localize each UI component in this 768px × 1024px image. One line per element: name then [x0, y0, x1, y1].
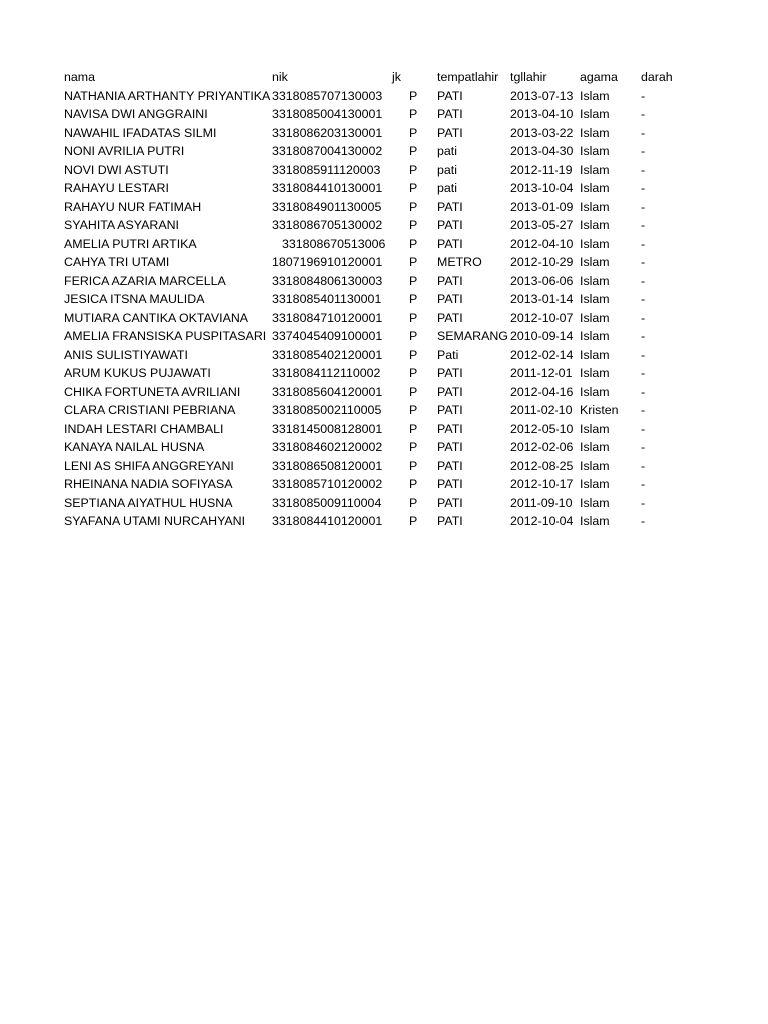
cell-tgllahir: 2012-11-19 [510, 162, 573, 177]
cell-nik: 3318086705130002 [272, 218, 383, 232]
cell-jk: P [409, 181, 418, 195]
cell-jk: P [409, 88, 418, 103]
cell-nik: 3318085402120001 [272, 347, 383, 362]
cell-agama: Islam [580, 477, 610, 491]
cell-agama: Islam [580, 421, 610, 436]
cell-nik: 3318085707130003 [272, 88, 383, 103]
cell-nik: 1807196910120001 [272, 255, 383, 269]
cell-tgllahir: 2013-01-14 [510, 292, 574, 306]
table-row [64, 457, 701, 476]
cell-tgllahir: 2012-05-10 [510, 421, 574, 436]
cell-agama: Islam [580, 495, 610, 510]
table-row [64, 142, 701, 161]
cell-nama: SYAHITA ASYARANI [64, 218, 179, 232]
cell-agama: Islam [580, 218, 610, 232]
header-tgllahir: tgllahir [510, 70, 547, 84]
cell-nik: 331808670513006 [282, 236, 386, 251]
cell-nama: NONI AVRILIA PUTRI [64, 144, 185, 158]
table-row [64, 87, 701, 106]
cell-nik: 3318085710120002 [272, 477, 383, 491]
table-row [64, 420, 701, 439]
cell-jk: P [409, 440, 418, 454]
header-tempatlahir: tempatlahir [437, 70, 499, 84]
cell-darah: - [641, 403, 646, 417]
cell-agama: Islam [580, 107, 610, 121]
table-row [64, 105, 701, 124]
cell-tempatlahir: PATI [437, 366, 463, 380]
cell-jk: P [409, 255, 418, 269]
table-row [64, 346, 701, 365]
cell-darah: - [641, 384, 646, 399]
cell-nama: SEPTIANA AIYATHUL HUSNA [64, 495, 233, 510]
header-jk: jk [392, 70, 401, 84]
cell-agama: Islam [580, 440, 610, 454]
cell-tgllahir: 2013-10-04 [510, 181, 574, 195]
cell-tgllahir: 2013-06-06 [510, 273, 574, 288]
cell-darah: - [641, 347, 646, 362]
cell-nama: NOVI DWI ASTUTI [64, 162, 169, 177]
cell-tempatlahir: PATI [437, 440, 463, 454]
cell-tgllahir: 2012-04-10 [510, 236, 574, 251]
table-row [64, 290, 701, 309]
cell-tgllahir: 2013-04-30 [510, 144, 574, 158]
cell-nama: ARUM KUKUS PUJAWATI [64, 366, 211, 380]
cell-tempatlahir: PATI [437, 107, 463, 121]
cell-jk: P [409, 292, 418, 306]
cell-nama: CLARA CRISTIANI PEBRIANA [64, 403, 236, 417]
cell-tgllahir: 2012-02-06 [510, 440, 574, 454]
cell-darah: - [641, 107, 646, 121]
cell-nik: 3318084901130005 [272, 199, 382, 214]
cell-agama: Islam [580, 255, 610, 269]
cell-darah: - [641, 88, 646, 103]
cell-nama: CHIKA FORTUNETA AVRILIANI [64, 384, 241, 399]
cell-nama: CAHYA TRI UTAMI [64, 255, 170, 269]
cell-tgllahir: 2013-07-13 [510, 88, 574, 103]
cell-tempatlahir: PATI [437, 495, 463, 510]
cell-darah: - [641, 458, 646, 473]
cell-tempatlahir: PATI [437, 477, 463, 491]
cell-jk: P [409, 366, 418, 380]
cell-nama: ANIS SULISTIYAWATI [64, 347, 188, 362]
header-agama: agama [580, 70, 618, 84]
cell-darah: - [641, 310, 646, 325]
header-nik: nik [272, 70, 288, 84]
cell-jk: P [409, 495, 418, 510]
cell-agama: Islam [580, 458, 610, 473]
cell-agama: Islam [580, 88, 610, 103]
data-sheet [64, 68, 701, 531]
cell-tgllahir: 2013-05-27 [510, 218, 574, 232]
cell-nama: LENI AS SHIFA ANGGREYANI [64, 458, 234, 473]
cell-nama: RAHAYU NUR FATIMAH [64, 199, 202, 214]
cell-nik: 3318085002110005 [272, 403, 382, 417]
cell-tgllahir: 2011-12-01 [510, 366, 573, 380]
cell-tempatlahir: PATI [437, 403, 463, 417]
cell-jk: P [409, 107, 418, 121]
cell-darah: - [641, 199, 646, 214]
cell-nik: 3318085604120001 [272, 384, 383, 399]
cell-tempatlahir: SEMARANG [437, 329, 508, 343]
cell-nik: 3318087004130002 [272, 144, 383, 158]
cell-nik: 3318084112110002 [272, 366, 381, 380]
cell-agama: Islam [580, 181, 610, 195]
table-row [64, 253, 701, 272]
header-row [64, 68, 701, 87]
cell-jk: P [409, 477, 418, 491]
cell-agama: Islam [580, 384, 610, 399]
cell-nik: 3318084410120001 [272, 514, 383, 528]
cell-tgllahir: 2012-10-07 [510, 310, 574, 325]
cell-agama: Islam [580, 236, 610, 251]
cell-tempatlahir: Pati [437, 347, 459, 362]
cell-jk: P [409, 199, 418, 214]
cell-tgllahir: 2012-08-25 [510, 458, 574, 473]
cell-jk: P [409, 514, 418, 528]
cell-nama: MUTIARA CANTIKA OKTAVIANA [64, 310, 249, 325]
cell-agama: Islam [580, 347, 610, 362]
cell-tempatlahir: PATI [437, 236, 463, 251]
table-row [64, 494, 701, 513]
cell-tempatlahir: pati [437, 181, 457, 195]
cell-nama: JESICA ITSNA MAULIDA [64, 292, 205, 306]
cell-agama: Islam [580, 292, 610, 306]
cell-jk: P [409, 347, 418, 362]
cell-darah: - [641, 292, 646, 306]
cell-darah: - [641, 144, 646, 158]
cell-darah: - [641, 125, 646, 140]
cell-jk: P [409, 162, 418, 177]
cell-tgllahir: 2012-10-29 [510, 255, 574, 269]
cell-darah: - [641, 273, 646, 288]
cell-tempatlahir: PATI [437, 421, 463, 436]
cell-nama: FERICA AZARIA MARCELLA [64, 273, 226, 288]
cell-jk: P [409, 273, 418, 288]
header-nama: nama [64, 70, 95, 84]
table-row [64, 235, 701, 254]
cell-darah: - [641, 162, 646, 177]
cell-nama: NAWAHIL IFADATAS SILMI [64, 125, 217, 140]
cell-jk: P [409, 421, 418, 436]
cell-agama: Islam [580, 329, 610, 343]
cell-darah: - [641, 255, 646, 269]
cell-jk: P [409, 384, 418, 399]
cell-darah: - [641, 181, 646, 195]
table-row [64, 401, 701, 420]
cell-darah: - [641, 421, 646, 436]
table-row [64, 124, 701, 143]
cell-nik: 3318084710120001 [272, 310, 383, 325]
cell-jk: P [409, 125, 418, 140]
cell-tgllahir: 2013-01-09 [510, 199, 574, 214]
cell-nik: 3318086203130001 [272, 125, 383, 140]
table-row [64, 179, 701, 198]
cell-tempatlahir: PATI [437, 88, 463, 103]
cell-jk: P [409, 218, 418, 232]
cell-tgllahir: 2010-09-14 [510, 329, 574, 343]
cell-tgllahir: 2011-02-10 [510, 403, 573, 417]
cell-jk: P [409, 310, 418, 325]
cell-nama: KANAYA NAILAL HUSNA [64, 440, 205, 454]
cell-nama: RAHAYU LESTARI [64, 181, 169, 195]
cell-nik: 3318084602120002 [272, 440, 383, 454]
cell-nik: 3318084806130003 [272, 273, 383, 288]
cell-tgllahir: 2011-09-10 [510, 495, 573, 510]
cell-tempatlahir: PATI [437, 310, 463, 325]
cell-darah: - [641, 495, 646, 510]
table-row [64, 475, 701, 494]
cell-jk: P [409, 144, 418, 158]
cell-nama: INDAH LESTARI CHAMBALI [64, 421, 224, 436]
cell-tgllahir: 2012-02-14 [510, 347, 574, 362]
cell-darah: - [641, 329, 646, 343]
cell-nik: 3318084410130001 [272, 181, 383, 195]
cell-tempatlahir: PATI [437, 292, 463, 306]
table-row [64, 198, 701, 217]
cell-nama: RHEINANA NADIA SOFIYASA [64, 477, 233, 491]
table-row [64, 383, 701, 402]
cell-tempatlahir: PATI [437, 218, 463, 232]
cell-nama: SYAFANA UTAMI NURCAHYANI [64, 514, 246, 528]
cell-agama: Islam [580, 162, 610, 177]
table-row [64, 309, 701, 328]
table-row [64, 161, 701, 180]
cell-darah: - [641, 514, 646, 528]
cell-darah: - [641, 218, 646, 232]
table-row [64, 364, 701, 383]
cell-tempatlahir: pati [437, 162, 457, 177]
cell-tempatlahir: PATI [437, 273, 463, 288]
table-row [64, 327, 701, 346]
cell-jk: P [409, 236, 418, 251]
cell-nik: 3318085004130001 [272, 107, 383, 121]
cell-tempatlahir: PATI [437, 514, 463, 528]
cell-jk: P [409, 458, 418, 473]
cell-tempatlahir: METRO [437, 255, 482, 269]
cell-tgllahir: 2013-03-22 [510, 125, 574, 140]
table-row [64, 216, 701, 235]
cell-agama: Islam [580, 310, 610, 325]
cell-darah: - [641, 366, 646, 380]
cell-agama: Islam [580, 125, 610, 140]
cell-tempatlahir: PATI [437, 458, 463, 473]
cell-darah: - [641, 440, 646, 454]
student-table [64, 68, 701, 531]
cell-tgllahir: 2013-04-10 [510, 107, 574, 121]
cell-tgllahir: 2012-10-04 [510, 514, 574, 528]
cell-nama: NAVISA DWI ANGGRAINI [64, 107, 208, 121]
cell-nama: AMELIA FRANSISKA PUSPITASARI [64, 329, 267, 343]
table-row [64, 512, 701, 531]
cell-nik: 3318085009110004 [272, 495, 382, 510]
cell-nik: 3318086508120001 [272, 458, 383, 473]
cell-jk: P [409, 403, 418, 417]
cell-agama: Islam [580, 366, 610, 380]
cell-nik: 3374045409100001 [272, 329, 383, 343]
header-darah: darah [641, 70, 673, 84]
cell-agama: Islam [580, 144, 610, 158]
cell-darah: - [641, 236, 646, 251]
cell-agama: Islam [580, 273, 610, 288]
table-row [64, 438, 701, 457]
cell-tempatlahir: PATI [437, 384, 463, 399]
cell-darah: - [641, 477, 646, 491]
cell-jk: P [409, 329, 418, 343]
cell-tempatlahir: PATI [437, 199, 463, 214]
table-row [64, 272, 701, 291]
cell-agama: Islam [580, 199, 610, 214]
cell-agama: Islam [580, 514, 610, 528]
cell-nik: 3318085401130001 [272, 292, 382, 306]
cell-nik: 3318085911120003 [272, 162, 381, 177]
cell-nama: NATHANIA ARTHANTY PRIYANTIKA [64, 88, 271, 103]
cell-agama: Kristen [580, 403, 619, 417]
cell-tgllahir: 2012-10-17 [510, 477, 574, 491]
cell-nik: 3318145008128001 [272, 421, 383, 436]
cell-nama: AMELIA PUTRI ARTIKA [64, 236, 197, 251]
cell-tempatlahir: pati [437, 144, 457, 158]
cell-tgllahir: 2012-04-16 [510, 384, 574, 399]
cell-tempatlahir: PATI [437, 125, 463, 140]
